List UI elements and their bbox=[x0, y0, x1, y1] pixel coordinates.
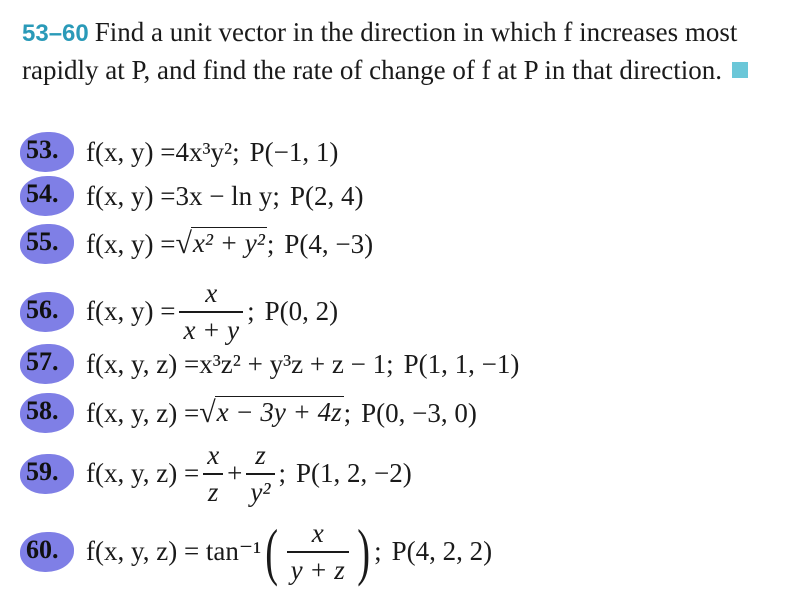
problem-number: 55. bbox=[26, 227, 59, 256]
problem-number: 54. bbox=[26, 179, 59, 208]
denominator: z bbox=[207, 476, 219, 507]
point-p: P(0, −3, 0) bbox=[361, 397, 477, 428]
point-p: P(4, −3) bbox=[284, 228, 374, 259]
function-lhs: f(x, y) = bbox=[86, 228, 176, 259]
separator: ; bbox=[343, 397, 352, 428]
problem-number-badge bbox=[20, 454, 78, 494]
problem-number-badge bbox=[20, 292, 78, 332]
function-lhs: f(x, y, z) = bbox=[86, 348, 200, 379]
fraction bbox=[203, 440, 223, 508]
function-lhs: f(x, y) = bbox=[86, 136, 176, 167]
function-lhs: f(x, y, z) = bbox=[86, 397, 200, 428]
problem-number-badge bbox=[20, 224, 78, 264]
function-lhs: f(x, y) = bbox=[86, 296, 176, 327]
point-p: P(2, 4) bbox=[289, 180, 364, 211]
problem-53 bbox=[20, 132, 338, 172]
problem-expression bbox=[86, 181, 363, 212]
problem-number: 60. bbox=[26, 534, 59, 564]
function-rhs: 4x³y²; bbox=[175, 136, 240, 167]
problem-expression bbox=[86, 349, 519, 380]
problem-54 bbox=[20, 176, 363, 216]
plus-sign: + bbox=[227, 458, 243, 489]
point-p: P(4, 2, 2) bbox=[391, 536, 493, 567]
square-root bbox=[175, 227, 266, 261]
separator: ; bbox=[278, 458, 287, 489]
function-lhs: f(x, y) = bbox=[86, 180, 176, 211]
function-rhs: x³z² + y³z + z − 1; bbox=[199, 348, 394, 379]
problem-number: 56. bbox=[26, 294, 59, 324]
numerator: x bbox=[205, 278, 218, 308]
exercise-range: 53–60 bbox=[22, 20, 89, 47]
problem-expression bbox=[86, 227, 373, 261]
exercise-instructions: Find a unit vector in the direction in which f increases most rapidly at P, and find the rate of change of f at P in that direction. bbox=[22, 17, 738, 85]
problem-number-badge bbox=[20, 393, 78, 433]
problem-expression bbox=[86, 137, 338, 168]
problem-number-badge bbox=[20, 176, 78, 216]
problem-60 bbox=[20, 515, 493, 587]
function-lhs: f(x, y, z) = bbox=[86, 458, 200, 489]
denominator: x + y bbox=[183, 314, 240, 345]
problem-number: 57. bbox=[26, 347, 59, 376]
fraction bbox=[179, 278, 243, 346]
separator: ; bbox=[266, 228, 275, 259]
problem-number-badge bbox=[20, 344, 78, 384]
numerator: x bbox=[311, 518, 324, 548]
radical-sign: √ bbox=[199, 396, 216, 429]
exercise-intro bbox=[22, 14, 782, 88]
radicand: x² + y² bbox=[192, 228, 265, 258]
radical-sign: √ bbox=[175, 227, 192, 260]
radicand: x − 3y + 4z bbox=[216, 397, 342, 427]
denominator: y + z bbox=[290, 554, 345, 585]
problem-57 bbox=[20, 344, 519, 384]
problem-number-badge bbox=[20, 132, 78, 172]
denominator: y² bbox=[250, 476, 271, 507]
left-paren: ( bbox=[265, 515, 279, 587]
function-lhs: f(x, y, z) = tan⁻¹ bbox=[86, 536, 262, 567]
problem-number: 53. bbox=[26, 135, 59, 164]
right-paren: ) bbox=[357, 515, 370, 587]
numerator: x bbox=[207, 440, 220, 470]
problem-expression bbox=[86, 396, 477, 430]
point-p: P(0, 2) bbox=[264, 296, 339, 327]
point-p: P(−1, 1) bbox=[249, 136, 339, 167]
function-rhs: 3x − ln y; bbox=[175, 180, 280, 211]
problem-number: 59. bbox=[26, 456, 59, 486]
point-p: P(1, 2, −2) bbox=[296, 458, 412, 489]
problem-56 bbox=[20, 278, 338, 346]
problem-55 bbox=[20, 224, 373, 264]
problem-58 bbox=[20, 393, 477, 433]
fraction bbox=[287, 518, 349, 586]
problem-59 bbox=[20, 440, 412, 508]
problem-number: 58. bbox=[26, 396, 59, 425]
separator: ; bbox=[374, 536, 382, 567]
separator: ; bbox=[247, 296, 255, 327]
fraction bbox=[246, 440, 274, 508]
square-root bbox=[199, 396, 343, 430]
problem-expression bbox=[86, 278, 338, 346]
blue-square-icon bbox=[732, 62, 748, 78]
problem-number-badge bbox=[20, 532, 78, 572]
numerator: z bbox=[255, 440, 266, 470]
problem-expression bbox=[86, 515, 493, 587]
point-p: P(1, 1, −1) bbox=[403, 348, 520, 379]
problem-expression bbox=[86, 440, 412, 508]
